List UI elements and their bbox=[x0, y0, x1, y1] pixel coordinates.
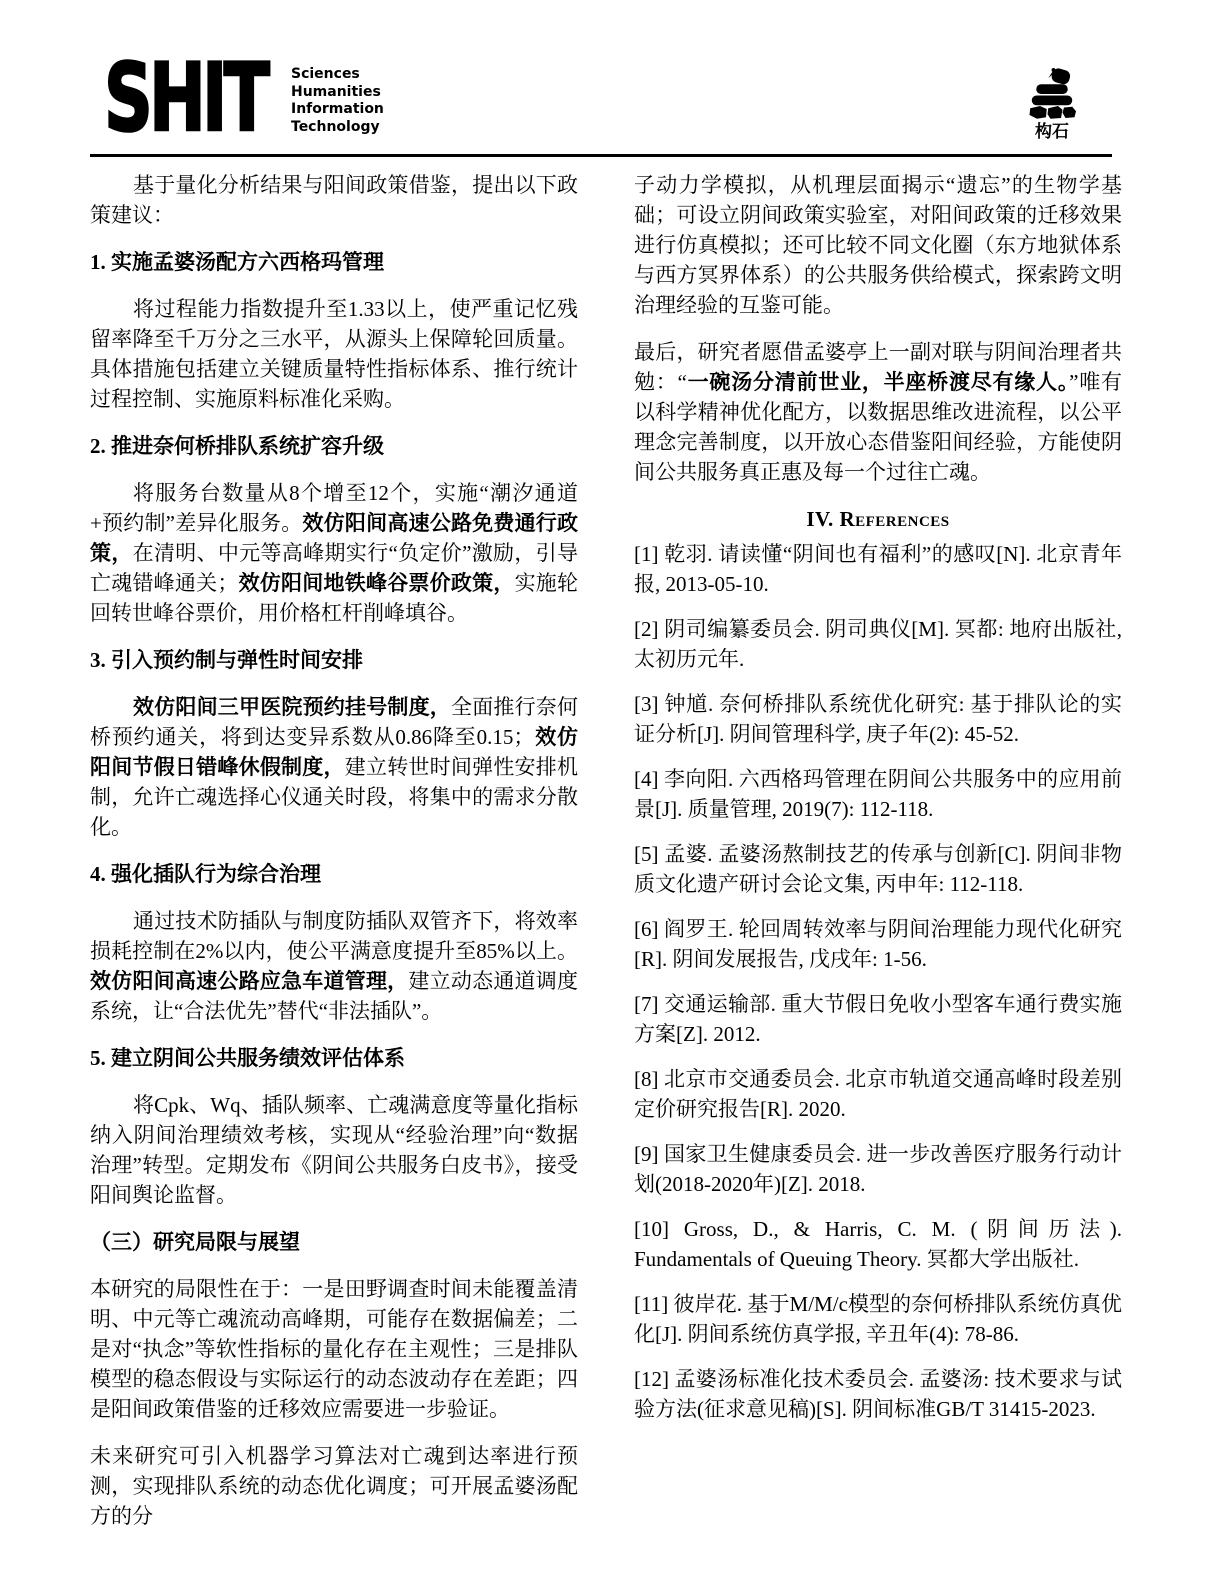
left-column bbox=[90, 170, 578, 1548]
stone-pile-icon bbox=[1025, 66, 1079, 122]
reference-item-9: [9] 国家卫生健康委员会. 进一步改善医疗服务行动计划(2018-2020年)[Z]. 2018. bbox=[634, 1142, 1122, 1196]
intro-paragraph: 基于量化分析结果与阳间政策借鉴，提出以下政策建议： bbox=[90, 173, 578, 227]
bold-run: 效仿阳间节假日错峰休假制度， bbox=[90, 725, 579, 779]
reference-item-3: [3] 钟馗. 奈何桥排队系统优化研究: 基于排队论的实证分析[J]. 阴间管理科学, 庚子年(2): 45-52. bbox=[634, 692, 1122, 746]
reference-item-2: [2] 阴司编纂委员会. 阴司典仪[M]. 冥都: 地府出版社, 太初历元年. bbox=[634, 617, 1122, 671]
text-run: 实施轮回转世峰谷票价，用价格杠杆削峰填谷。 bbox=[90, 571, 579, 625]
publisher-label: 构石 bbox=[1035, 122, 1069, 142]
future-work-paragraph: 未来研究可引入机器学习算法对亡魂到达率进行预测，实现排队系统的动态优化调度；可开展孟婆汤配方的分 bbox=[90, 1444, 578, 1528]
journal-logo-subtitle bbox=[291, 66, 384, 136]
reference-item-1: [1] 乾羽. 请读懂“阴间也有福利”的感叹[N]. 北京青年报, 2013-05-10. bbox=[634, 542, 1122, 596]
reference-item-11: [11] 彼岸花. 基于M/M/c模型的奈何桥排队系统仿真优化[J]. 阴间系统仿真学报, 辛丑年(4): 78-86. bbox=[634, 1292, 1122, 1346]
reference-item-7: [7] 交通运输部. 重大节假日免收小型客车通行费实施方案[Z]. 2012. bbox=[634, 992, 1122, 1046]
text-run: 最后，研究者愿借孟婆亭上一副对联与阴间治理者共勉：“ bbox=[634, 340, 1122, 394]
bold-run: 效仿阳间三甲医院预约挂号制度， bbox=[133, 695, 451, 719]
text-run: 全面推行奈何桥预约通关，将到达变异系数从0.86降至0.15； bbox=[90, 695, 578, 749]
article-body bbox=[90, 170, 1122, 1548]
policy-paragraph-1: 将过程能力指数提升至1.33以上，使严重记忆残留率降至千万分之三水平，从源头上保障轮回质量。具体措施包括建立关键质量特性指标体系、推行统计过程控制、实施原料标准化采购。 bbox=[90, 297, 578, 411]
text-run: ”唯有以科学精神优化配方，以数据思维改进流程，以公平理念完善制度，以开放心态借鉴阳间经验，方能使阴间公共服务真正惠及每一个过往亡魂。 bbox=[634, 370, 1122, 484]
references-heading: IV. References bbox=[806, 507, 950, 531]
right-column bbox=[634, 170, 1122, 1548]
policy-heading-5: 5. 建立阴间公共服务绩效评估体系 bbox=[90, 1046, 405, 1070]
text-run: 将服务台数量从8个增至12个，实施“潮汐通道+预约制”差异化服务。 bbox=[90, 481, 578, 535]
reference-item-8: [8] 北京市交通委员会. 北京市轨道交通高峰时段差别定价研究报告[R]. 2020. bbox=[634, 1067, 1122, 1121]
publisher-logo bbox=[1018, 66, 1086, 142]
bold-run: 效仿阳间高速公路应急车道管理， bbox=[90, 969, 409, 993]
text-run: 建立动态通道调度系统，让“合法优先”替代“非法插队”。 bbox=[90, 969, 579, 1023]
policy-heading-1: 1. 实施孟婆汤配方六西格玛管理 bbox=[90, 250, 384, 274]
policy-heading-4: 4. 强化插队行为综合治理 bbox=[90, 862, 321, 886]
policy-paragraph-3 bbox=[90, 692, 578, 842]
policy-paragraph-2 bbox=[90, 478, 578, 628]
reference-item-5: [5] 孟婆. 孟婆汤熬制技艺的传承与创新[C]. 阴间非物质文化遗产研讨会论文集, 丙申年: 112-118. bbox=[634, 842, 1122, 896]
reference-item-6: [6] 阎罗王. 轮回周转效率与阴间治理能力现代化研究[R]. 阴间发展报告, 戊戌年: 1-56. bbox=[634, 917, 1122, 971]
journal-word-humanities: Humanities bbox=[291, 83, 381, 100]
limitations-paragraph: 本研究的局限性在于：一是田野调查时间未能覆盖清明、中元等亡魂流动高峰期，可能存在数据偏差；二是对“执念”等软性指标的量化存在主观性；三是排队模型的稳态假设与实际运行的动态波动存在差距；四是阳间政策借鉴的迁移效应需要进一步验证。 bbox=[90, 1277, 578, 1421]
future-work-continued-paragraph: 子动力学模拟，从机理层面揭示“遗忘”的生物学基础；可设立阴间政策实验室，对阳间政策的迁移效果进行仿真模拟；还可比较不同文化圈（东方地狱体系与西方冥界体系）的公共服务供给模式，探索跨文明治理经验的互鉴可能。 bbox=[634, 173, 1122, 317]
reference-item-10: [10] Gross, D., & Harris, C. M. (阴间历法). Fundamentals of Queuing Theory. 冥都大学出版社. bbox=[634, 1217, 1122, 1271]
bold-run: 效仿阳间高速公路免费通行政策， bbox=[90, 511, 579, 565]
policy-heading-2: 2. 推进奈何桥排队系统扩容升级 bbox=[90, 434, 384, 458]
section-heading-limitations: （三）研究局限与展望 bbox=[90, 1230, 300, 1254]
couplet-bold-run: 一碗汤分清前世业，半座桥渡尽有缘人。 bbox=[686, 370, 1070, 394]
journal-word-information: Information bbox=[291, 101, 384, 117]
text-run: 通过技术防插队与制度防插队双管齐下，将效率损耗控制在2%以内，使公平满意度提升至85%以上。 bbox=[90, 909, 578, 963]
journal-word-technology: Technology bbox=[291, 118, 380, 135]
text-run: 在清明、中元等高峰期实行“负定价”激励，引导亡魂错峰通关； bbox=[90, 541, 578, 595]
policy-paragraph-5: 将Cpk、Wq、插队频率、亡魂满意度等量化指标纳入阴间治理绩效考核，实现从“经验治理”向“数据治理”转型。定期发布《阴间公共服务白皮书》，接受阳间舆论监督。 bbox=[90, 1093, 578, 1207]
reference-item-12: [12] 孟婆汤标准化技术委员会. 孟婆汤: 技术要求与试验方法(征求意见稿)[S]. 阴间标准GB/T 31415-2023. bbox=[634, 1367, 1122, 1421]
journal-logo-text: SHIT bbox=[104, 44, 267, 153]
closing-paragraph bbox=[634, 337, 1122, 487]
header-divider bbox=[90, 154, 1112, 157]
journal-word-sciences: Sciences bbox=[291, 66, 360, 82]
reference-item-4: [4] 李向阳. 六西格玛管理在阴间公共服务中的应用前景[J]. 质量管理, 2019(7): 112-118. bbox=[634, 767, 1122, 821]
text-run: 建立转世时间弹性安排机制，允许亡魂选择心仪通关时段，将集中的需求分散化。 bbox=[90, 755, 579, 839]
policy-paragraph-4 bbox=[90, 906, 578, 1026]
bold-run: 效仿阳间地铁峰谷票价政策， bbox=[238, 571, 515, 595]
policy-heading-3: 3. 引入预约制与弹性时间安排 bbox=[90, 648, 363, 672]
